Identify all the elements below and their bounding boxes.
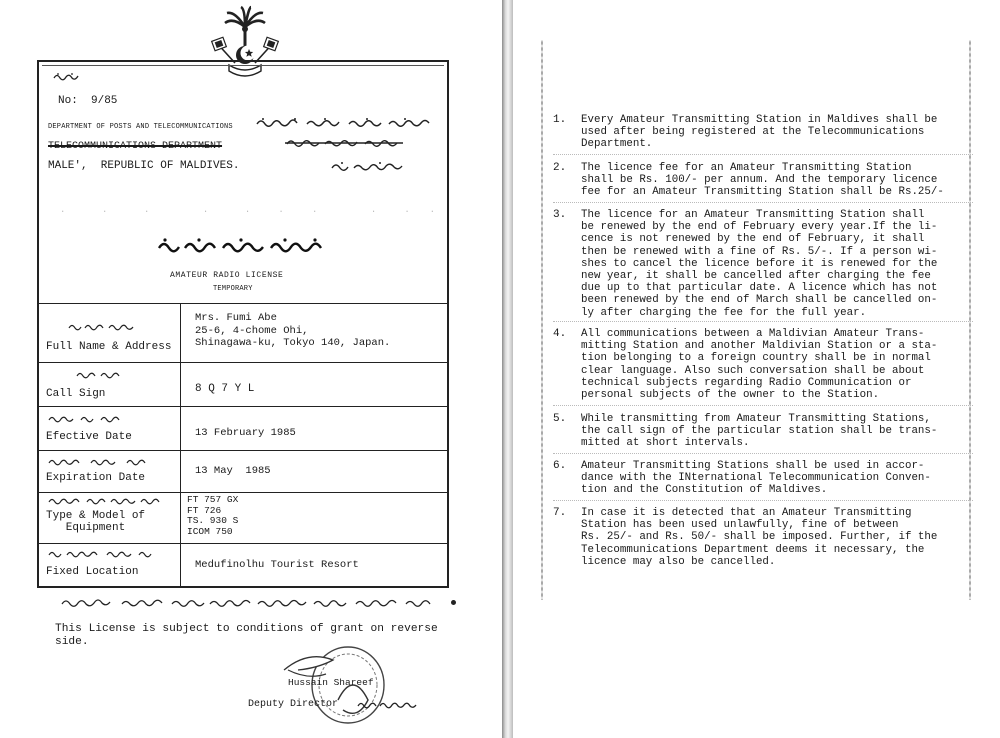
bullet-mark bbox=[451, 600, 456, 605]
dhivehi-department-old bbox=[285, 136, 405, 150]
dhivehi-license-title bbox=[155, 236, 335, 258]
dhivehi-city bbox=[330, 160, 410, 174]
city-line: MALE', REPUBLIC OF MALDIVES. bbox=[48, 160, 240, 172]
department-old: TELECOMMUNICATIONS DEPARTMENT bbox=[48, 141, 223, 152]
table-rule bbox=[37, 450, 449, 451]
department-line: DEPARTMENT OF POSTS AND TELECOMMUNICATIONS bbox=[48, 123, 233, 131]
footer-note: This License is subject to conditions of grant on reverse side. bbox=[55, 623, 438, 648]
condition-separator bbox=[553, 321, 973, 322]
license-title: AMATEUR RADIO LICENSE bbox=[170, 271, 284, 280]
dhivehi-number-label bbox=[52, 72, 82, 82]
license-details-table bbox=[37, 303, 449, 588]
row-label-effective-date: Efective Date bbox=[46, 431, 132, 443]
table-rule bbox=[37, 543, 449, 544]
dhivehi-department bbox=[255, 116, 435, 130]
signatory-name: Hussain Shareef bbox=[288, 677, 374, 688]
table-rule bbox=[37, 362, 449, 363]
row-value-effective-date: 13 February 1985 bbox=[195, 427, 296, 439]
page-gutter bbox=[502, 0, 513, 738]
condition-number: 3. bbox=[553, 209, 567, 221]
row-value-call-sign: 8 Q 7 Y L bbox=[195, 383, 255, 395]
condition-separator bbox=[553, 453, 973, 454]
row-label-expiration-date: Expiration Date bbox=[46, 472, 146, 484]
license-conditions-page bbox=[513, 0, 1000, 738]
table-rule bbox=[37, 303, 449, 304]
license-subtitle: TEMPORARY bbox=[213, 285, 253, 293]
condition-separator bbox=[553, 154, 973, 155]
condition-separator bbox=[553, 500, 973, 501]
condition-text: Every Amateur Transmitting Station in Maldives shall be used after being registered at the Telecommunications Department. bbox=[581, 114, 938, 151]
row-dhivehi-label bbox=[67, 321, 137, 333]
table-rule bbox=[37, 492, 449, 493]
row-value-full-name: Mrs. Fumi Abe 25-6, 4-chome Ohi, Shinagawa-ku, Tokyo 140, Japan. bbox=[195, 312, 391, 349]
condition-number: 5. bbox=[553, 413, 567, 425]
signatory-title: Deputy Director bbox=[248, 699, 339, 710]
row-label-fixed-location: Fixed Location bbox=[46, 566, 139, 578]
row-dhivehi-label bbox=[47, 548, 157, 560]
license-number: No: 9/85 bbox=[58, 95, 118, 107]
row-label-equipment: Type & Model of Equipment bbox=[46, 510, 146, 534]
row-value-equipment: FT 757 GX FT 726 TS. 930 S ICOM 750 bbox=[187, 494, 239, 537]
row-value-expiration-date: 13 May 1985 bbox=[195, 465, 271, 477]
condition-number: 1. bbox=[553, 114, 567, 126]
row-label-full-name: Full Name & Address bbox=[46, 341, 172, 353]
row-dhivehi-label bbox=[47, 456, 157, 468]
row-dhivehi-label bbox=[75, 369, 123, 381]
condition-number: 2. bbox=[553, 162, 567, 174]
condition-text: In case it is detected that an Amateur Transmitting Station has been used unlawfully, fine of between Rs. 25/- and Rs. 50/- shall be imposed. Further, if the Telecommunications Department deems it necessary, the licence may also be cancelled. bbox=[581, 507, 938, 568]
condition-separator bbox=[553, 405, 973, 406]
table-column-rule bbox=[180, 303, 181, 588]
condition-text: While transmitting from Amateur Transmitting Stations, the call sign of the particular station shall be trans- mitted at short intervals. bbox=[581, 413, 938, 450]
row-value-fixed-location: Medufinolhu Tourist Resort bbox=[195, 559, 359, 571]
dhivehi-signatory bbox=[356, 699, 428, 711]
show-through-marks: . . . . . . . . . . bbox=[60, 205, 439, 215]
frame-inner-rule bbox=[42, 65, 444, 67]
condition-number: 7. bbox=[553, 507, 567, 519]
scan-dot-column bbox=[541, 40, 543, 600]
condition-separator bbox=[553, 202, 973, 203]
table-rule bbox=[37, 406, 449, 407]
row-dhivehi-label bbox=[47, 495, 167, 507]
condition-text: Amateur Transmitting Stations shall be used in accor- dance with the INternational Telecommunication Conven- tion and the Constitution of Maldives. bbox=[581, 460, 931, 497]
row-label-call-sign: Call Sign bbox=[46, 388, 106, 400]
dhivehi-footer bbox=[60, 596, 440, 610]
condition-text: The licence for an Amateur Transmitting Station shall be renewed by the end of February every year.If the li- cence is not renewed by the end of February, it shall then be renewed with a fine of Rs. 5/-. If a person wi- shes to cancel the licence before it is renewed for the new year, it shall be cancelled after charging the fee due up to that particular date. A licence which has not been renewed by the end of March shall be cancelled on- ly after charging the fee for the full year. bbox=[581, 209, 938, 319]
condition-number: 6. bbox=[553, 460, 567, 472]
condition-text: All communications between a Maldivian Amateur Trans- mitting Station and another Maldivian Station or a sta- tion belonging to a foreign country shall be in normal clear language. Also such conversation shall be about technical subjects regarding Radio Communication or personal subjects of the owner to the Station. bbox=[581, 328, 938, 402]
condition-text: The licence fee for an Amateur Transmitting Station shall be Rs. 100/- per annum. And the temporary licence fee for an Amateur Transmitting Station shall be Rs.25/- bbox=[581, 162, 944, 199]
condition-number: 4. bbox=[553, 328, 567, 340]
row-dhivehi-label bbox=[47, 413, 127, 425]
